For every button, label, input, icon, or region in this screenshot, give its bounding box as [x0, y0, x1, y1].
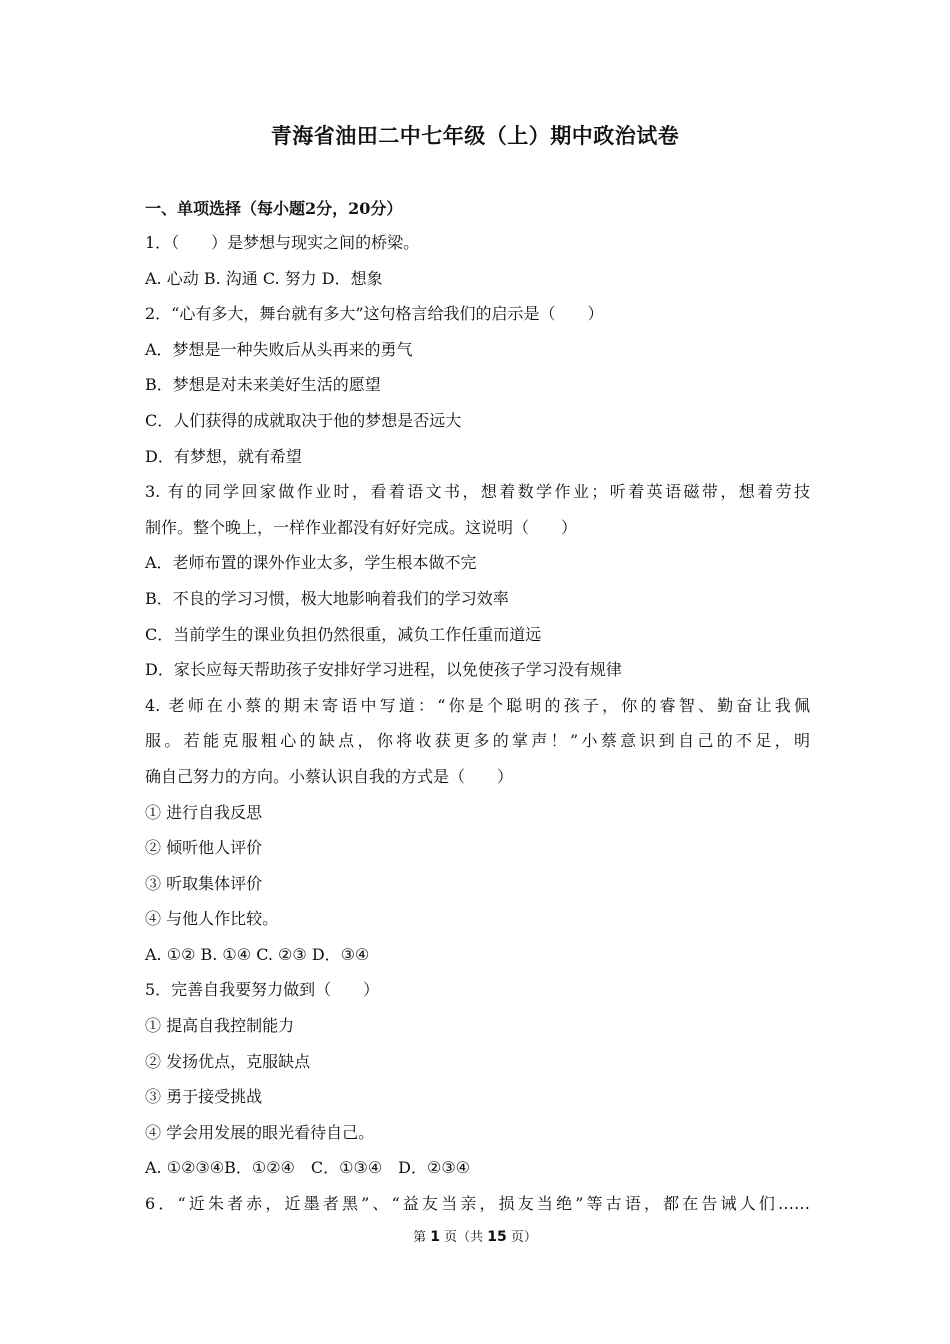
footer-middle: 页（共: [440, 1230, 488, 1245]
page-footer: [0, 1226, 950, 1245]
question-5-item-2: ② 发扬优点，克服缺点: [145, 1051, 311, 1071]
footer-total-pages: 15: [487, 1229, 507, 1245]
question-2-option-c: C．人们获得的成就取决于他的梦想是否远大: [145, 410, 462, 430]
question-2-option-b: B．梦想是对未来美好生活的愿望: [145, 375, 381, 395]
question-4-item-4: ④ 与他人作比较。: [145, 909, 279, 929]
question-3-option-c: C．当前学生的课业负担仍然很重，减负工作任重而道远: [145, 624, 542, 644]
question-3-stem-line-1: 3. 有的同学回家做作业时，看着语文书，想着数学作业；听着英语磁带，想着劳技: [145, 482, 810, 502]
question-4-item-1: ① 进行自我反思: [145, 802, 263, 822]
question-5-item-1: ① 提高自我控制能力: [145, 1016, 295, 1036]
question-4-item-2: ② 倾听他人评价: [145, 838, 263, 858]
question-1-stem: 1．（ ）是梦想与现实之间的桥梁。: [145, 233, 420, 252]
question-3-option-b: B．不良的学习习惯，极大地影响着我们的学习效率: [145, 588, 509, 608]
question-5-stem: 5．完善自我要努力做到（ ）: [145, 980, 380, 1000]
footer-suffix: 页）: [506, 1230, 537, 1245]
section-heading: 一、单项选择（每小题2分，20分）: [145, 199, 403, 218]
question-3-option-a: A．老师布置的课外作业太多，学生根本做不完: [145, 553, 477, 573]
question-2-stem: 2．“心有多大，舞台就有多大”这句格言给我们的启示是（ ）: [145, 304, 604, 324]
exam-body: [145, 193, 810, 1222]
question-4-stem-line-1: 4. 老师在小蔡的期末寄语中写道：“你是个聪明的孩子，你的睿智、勤奋让我佩: [145, 695, 810, 715]
question-6-stem: 6．“近朱者赤，近墨者黑”、“益友当亲，损友当绝”等古语，都在告诫人们……: [145, 1194, 810, 1214]
question-2-option-a: A．梦想是一种失败后从头再来的勇气: [145, 339, 413, 359]
footer-page-number: 1: [430, 1229, 440, 1245]
question-5-item-4: ④ 学会用发展的眼光看待自己。: [145, 1122, 375, 1142]
question-4-stem-line-2: 服。若能克服粗心的缺点，你将收获更多的掌声！”小蔡意识到自己的不足，明: [145, 731, 810, 751]
question-3-stem-line-2: 制作。整个晚上，一样作业都没有好好完成。这说明（ ）: [145, 517, 578, 537]
question-5-options: A. ①②③④B．①②④ C．①③④ D．②③④: [145, 1158, 471, 1178]
question-4-stem-line-3: 确自己努力的方向。小蔡认识自我的方式是（ ）: [145, 766, 514, 786]
question-3-option-d: D．家长应每天帮助孩子安排好学习进程，以免使孩子学习没有规律: [145, 660, 622, 680]
page-title: 青海省油田二中七年级（上）期中政治试卷: [270, 123, 680, 148]
question-4-item-3: ③ 听取集体评价: [145, 873, 263, 893]
footer-prefix: 第: [413, 1230, 431, 1245]
question-2-option-d: D．有梦想，就有希望: [145, 446, 302, 466]
question-1-options: A. 心动 B. 沟通 C. 努力 D．想象: [145, 268, 383, 288]
question-5-item-3: ③ 勇于接受挑战: [145, 1087, 263, 1107]
question-4-options: A. ①② B. ①④ C. ②③ D．③④: [145, 944, 370, 964]
